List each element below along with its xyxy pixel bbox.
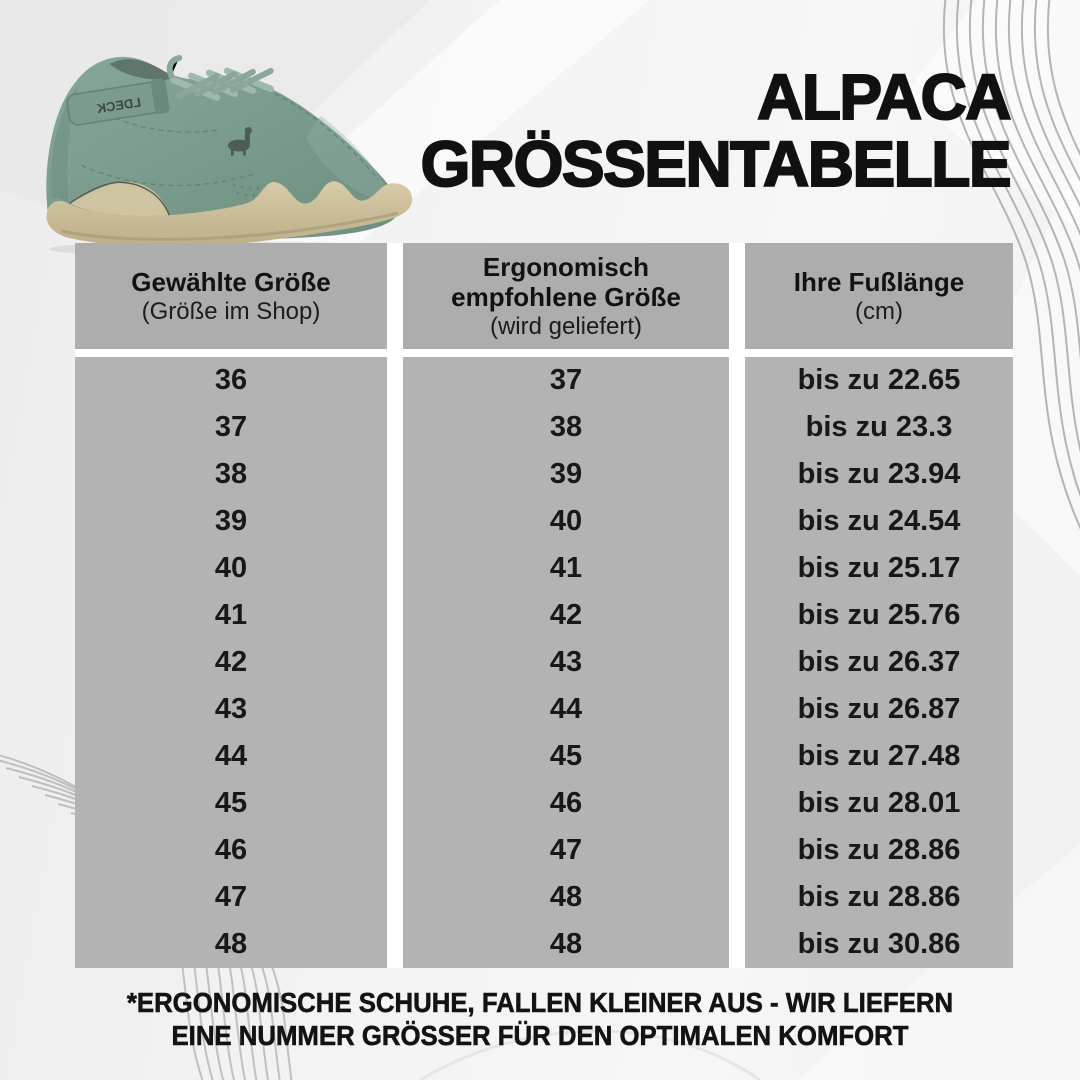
- header-title: Ergonomisch empfohlene Größe: [451, 251, 681, 312]
- cell-recommended-size: 46: [403, 780, 729, 827]
- footnote-line1: *ERGONOMISCHE SCHUHE, FALLEN KLEINER AUS - WIR LIEFERN: [126, 987, 954, 1018]
- cell-selected-size: 39: [75, 498, 387, 545]
- cell-foot-length: bis zu 26.87: [745, 686, 1013, 733]
- cell-foot-length: bis zu 27.48: [745, 733, 1013, 780]
- cell-recommended-size: 41: [403, 545, 729, 592]
- cell-recommended-size: 48: [403, 921, 729, 968]
- cell-foot-length: bis zu 26.37: [745, 639, 1013, 686]
- cell-selected-size: 43: [75, 686, 387, 733]
- header-subtitle: (Größe im Shop): [141, 297, 321, 325]
- page-title-line2: GRÖSSENTABELLE: [420, 128, 1010, 200]
- cell-selected-size: 41: [75, 592, 387, 639]
- cell-foot-length: bis zu 23.3: [745, 404, 1013, 451]
- cell-recommended-size: 37: [403, 357, 729, 404]
- cell-foot-length: bis zu 30.86: [745, 921, 1013, 968]
- cell-selected-size: 37: [75, 404, 387, 451]
- cell-foot-length: bis zu 25.17: [745, 545, 1013, 592]
- header-subtitle: (wird geliefert): [489, 312, 643, 340]
- page-title: [420, 61, 1010, 200]
- cell-foot-length: bis zu 25.76: [745, 592, 1013, 639]
- cell-selected-size: 45: [75, 780, 387, 827]
- header-subtitle: (cm): [855, 297, 903, 325]
- page-title-line1: ALPACA: [757, 61, 1010, 133]
- table-body: [75, 357, 1013, 968]
- cell-selected-size: 44: [75, 733, 387, 780]
- cell-foot-length: bis zu 28.86: [745, 827, 1013, 874]
- cell-recommended-size: 45: [403, 733, 729, 780]
- cell-selected-size: 48: [75, 921, 387, 968]
- product-photo-shoe: [22, 46, 420, 260]
- cell-recommended-size: 44: [403, 686, 729, 733]
- header-selected-size: [75, 243, 387, 349]
- cell-recommended-size: 48: [403, 874, 729, 921]
- cell-selected-size: 46: [75, 827, 387, 874]
- cell-foot-length: bis zu 22.65: [745, 357, 1013, 404]
- size-table: [75, 243, 1013, 968]
- cell-foot-length: bis zu 28.01: [745, 780, 1013, 827]
- cell-foot-length: bis zu 23.94: [745, 451, 1013, 498]
- cell-selected-size: 40: [75, 545, 387, 592]
- header-title: Gewählte Größe: [131, 266, 331, 297]
- header-title: Ihre Fußlänge: [793, 266, 965, 297]
- header-recommended-size: [403, 243, 729, 349]
- cell-recommended-size: 38: [403, 404, 729, 451]
- cell-recommended-size: 47: [403, 827, 729, 874]
- cell-selected-size: 38: [75, 451, 387, 498]
- cell-recommended-size: 39: [403, 451, 729, 498]
- cell-recommended-size: 42: [403, 592, 729, 639]
- strap-brand-text: LDECK: [95, 94, 142, 117]
- footnote: [43, 986, 1037, 1052]
- cell-selected-size: 36: [75, 357, 387, 404]
- cell-recommended-size: 40: [403, 498, 729, 545]
- cell-selected-size: 47: [75, 874, 387, 921]
- cell-recommended-size: 43: [403, 639, 729, 686]
- table-header-row: [75, 243, 1013, 349]
- cell-foot-length: bis zu 28.86: [745, 874, 1013, 921]
- header-foot-length: [745, 243, 1013, 349]
- cell-foot-length: bis zu 24.54: [745, 498, 1013, 545]
- cell-selected-size: 42: [75, 639, 387, 686]
- footnote-line2: EINE NUMMER GRÖSSER FÜR DEN OPTIMALEN KOMFORT: [171, 1020, 909, 1051]
